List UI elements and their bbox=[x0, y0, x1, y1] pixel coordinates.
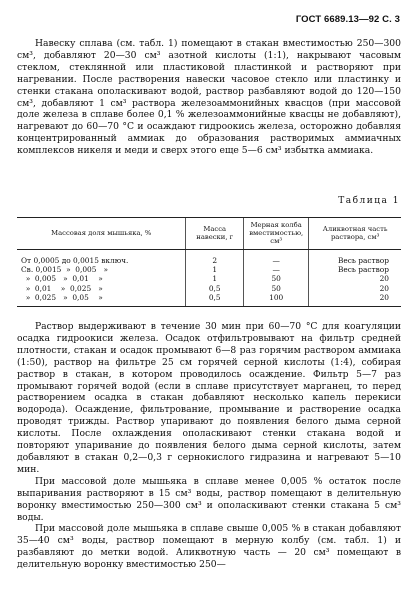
page-header: ГОСТ 6689.13—92 С. 3 bbox=[295, 14, 400, 25]
paragraph-filtration: Раствор выдерживают в течение 30 мин при 60—70 °С для коагуляции осадка гидроокиси железа. Осадок отфильтровывают на фильтр средней плотности, стакан и осадок промывают 6—8 раз горячим раствором аммиака (1:50), раствор на фильтре 25 см горячей серной кислоты (1:4), собирая раствор в стакан, в котором проводилось осаждение. Фильтр 5—7 раз промывают горячей водой (если в сплаве присутствует марганец, то перед растворением осадка в стакан добавляют несколько капель перекиси водорода). Осаждение, фильтрование, промывание и растворение осадка проводят трижды. Раствор упаривают до появления белого дыма серной кислоты. После охлаждения ополаскивают стенки стакана водой и повторяют упаривание до появления белого дыма серной кислоты, затем добавляют в стакан 0,2—0,3 г сернокислого гидразина и нагревают 5—10 мин. bbox=[17, 321, 401, 475]
table-row bbox=[17, 284, 401, 293]
table-row bbox=[17, 265, 401, 274]
table-row bbox=[17, 293, 401, 307]
paragraph-high-arsenic: При массовой доле мышьяка в сплаве свыше 0,005 % в стакан добавляют 35—40 см³ воды, раствор помещают в мерную колбу (см. табл. 1) и разбавляют до метки водой. Аликвотную часть — 20 см³ помещают в делительную воронку вместимостью 250— bbox=[17, 523, 401, 571]
cell-flask: — bbox=[244, 250, 309, 266]
cell-aliquot: Весь раствор bbox=[309, 250, 401, 266]
table-caption: Таблица 1 bbox=[338, 196, 400, 206]
table-header-row bbox=[17, 218, 401, 250]
sample-mass-table bbox=[17, 217, 401, 307]
cell-aliquot: 20 bbox=[309, 293, 401, 307]
cell-arsenic-range: Св. 0,0015 » 0,005 » bbox=[21, 265, 109, 275]
cell-flask: 50 bbox=[244, 284, 309, 293]
header-flask-volume: Мерная колба вместимостью, см³ bbox=[244, 218, 309, 250]
table-row bbox=[17, 274, 401, 283]
cell-mass: 1 bbox=[186, 265, 244, 274]
cell-mass: 0,5 bbox=[186, 284, 244, 293]
table-row bbox=[17, 250, 401, 266]
cell-flask: — bbox=[244, 265, 309, 274]
cell-mass: 2 bbox=[186, 250, 244, 266]
paragraph-low-arsenic: При массовой доле мышьяка в сплаве менее 0,005 % остаток после выпаривания растворяют в 15 см³ воды, раствор помещают в делительную воронку вместимостью 250—300 см³ и ополаскивают стенки стакана 5 см³ воды. bbox=[17, 475, 401, 523]
header-arsenic-fraction: Массовая доля мышьяка, % bbox=[17, 218, 186, 250]
header-aliquot: Аликвотная часть раствора, см³ bbox=[309, 218, 401, 250]
cell-flask: 100 bbox=[244, 293, 309, 307]
cell-arsenic-range: » 0,01 » 0,025 » bbox=[21, 283, 103, 293]
cell-mass: 1 bbox=[186, 274, 244, 283]
paragraph-coagulation-procedure bbox=[17, 321, 401, 571]
cell-arsenic-range: » 0,005 » 0,01 » bbox=[21, 274, 103, 284]
cell-aliquot: 20 bbox=[309, 284, 401, 293]
paragraph-sample-dissolution: Навеску сплава (см. табл. 1) помещают в стакан вместимостью 250—300 см³, добавляют 20—30 см³ азотной кислоты (1:1), накрывают часовым стеклом, стеклянной или пластиковой пластинкой и растворяют при нагревании. После растворения навески часовое стекло или пластинку и стенки стакана ополаскивают водой, раствор разбавляют водой до 120—150 см³, добавляют 1 см³ раствора железоаммонийных квасцов (при массовой доле железа в сплаве более 0,1 % железоаммонийные квасцы не добавляют), нагревают до 60—70 °С и осаждают гидроокись железа, осторожно добавляя концентрированный аммиак до образования растворимых аммиачных комплексов никеля и меди и сверх этого еще 5—6 см³ избытка аммиака. bbox=[17, 38, 401, 157]
cell-mass: 0,5 bbox=[186, 293, 244, 307]
cell-arsenic-range: » 0,025 » 0,05 » bbox=[17, 293, 186, 307]
cell-aliquot: 20 bbox=[309, 274, 401, 283]
header-sample-mass: Масса навески, г bbox=[186, 218, 244, 250]
cell-aliquot: Весь раствор bbox=[309, 265, 401, 274]
cell-flask: 50 bbox=[244, 274, 309, 283]
cell-arsenic-range: От 0,0005 до 0,0015 включ. bbox=[21, 256, 129, 265]
